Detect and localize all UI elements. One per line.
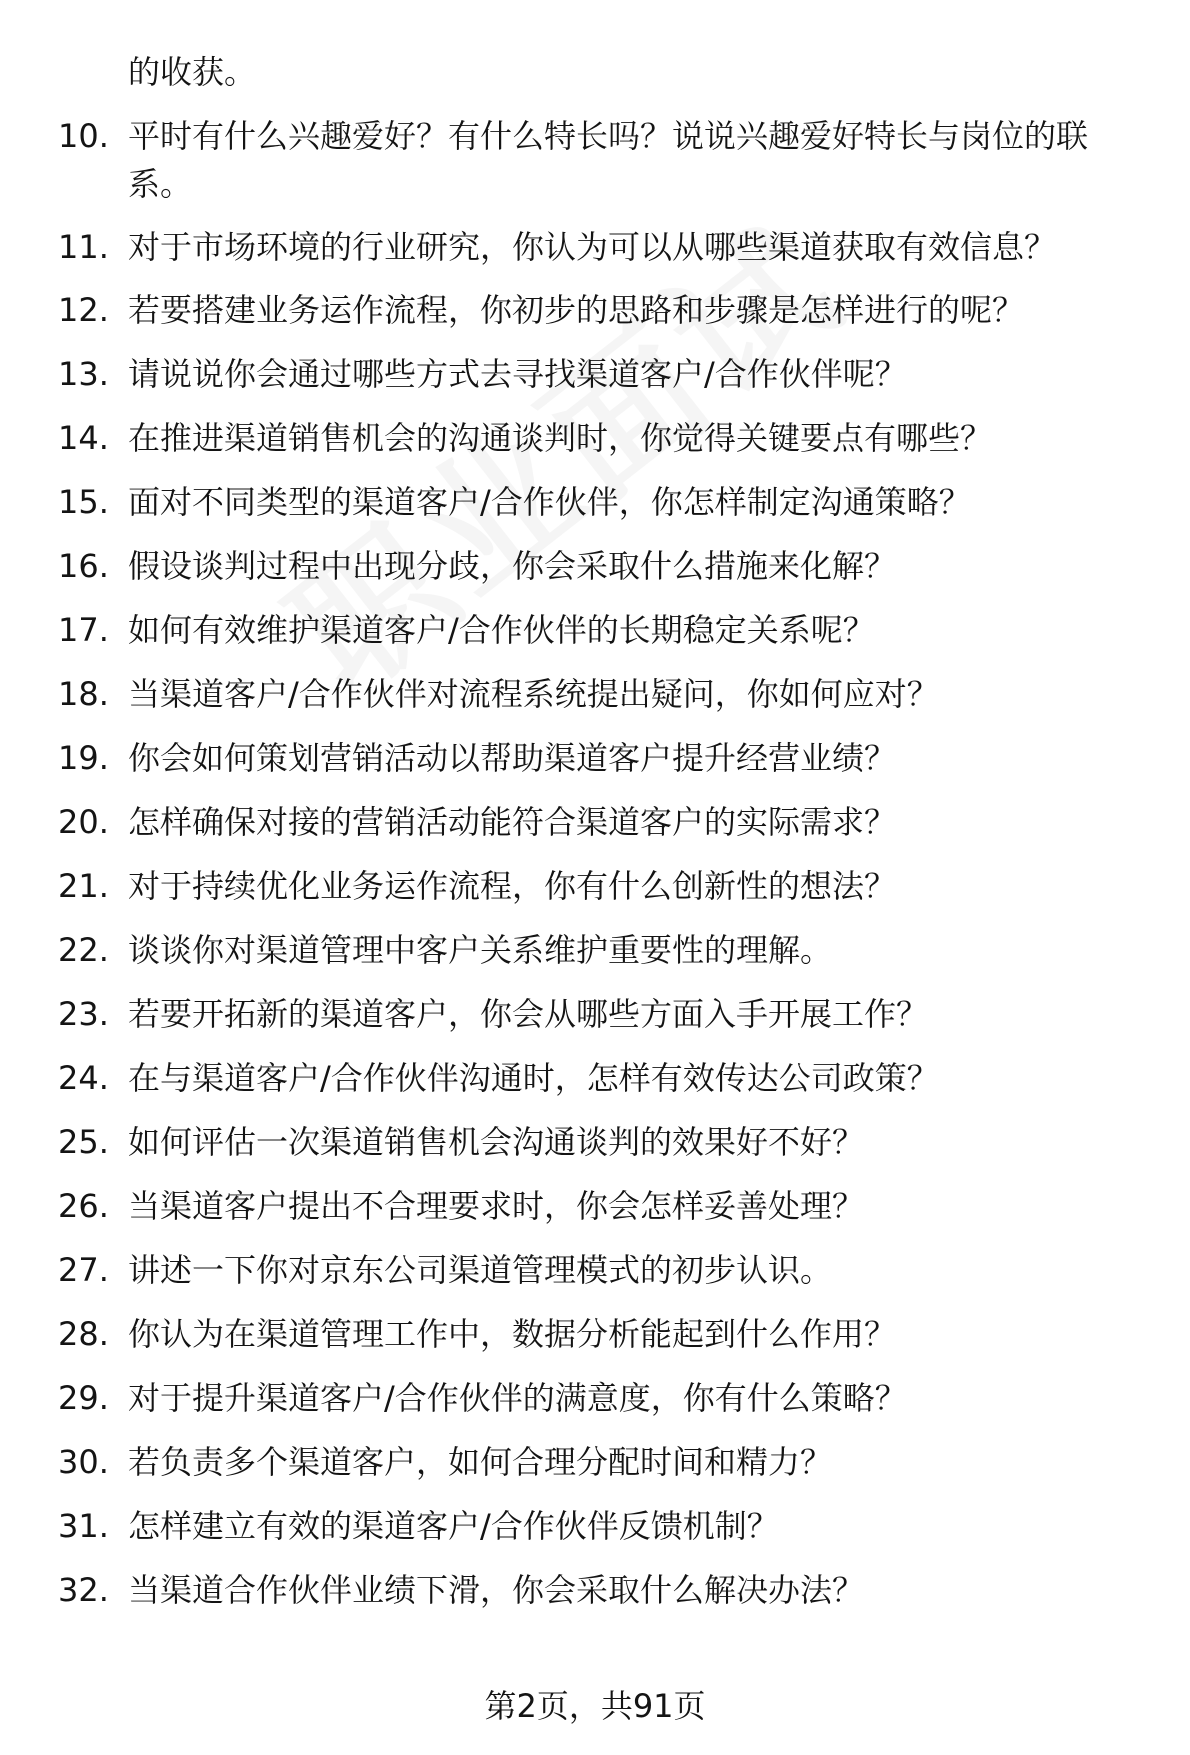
list-item: [0, 478, 1190, 526]
question-number: 11.: [58, 228, 109, 266]
list-item: [0, 1566, 1190, 1614]
question-number: 15.: [58, 483, 109, 521]
list-item: [0, 1246, 1190, 1294]
question-text: 谈谈你对渠道管理中客户关系维护重要性的理解。: [128, 931, 833, 969]
list-item: [0, 1054, 1190, 1102]
question-text: 当渠道合作伙伴业绩下滑，你会采取什么解决办法？: [128, 1571, 865, 1609]
question-number: 14.: [58, 419, 109, 457]
question-text: 怎样建立有效的渠道客户/合作伙伴反馈机制？: [128, 1507, 779, 1545]
question-number: 28.: [58, 1315, 109, 1353]
question-text: 如何评估一次渠道销售机会沟通谈判的效果好不好？: [128, 1123, 865, 1161]
question-number: 23.: [58, 995, 109, 1033]
list-item: [0, 1118, 1190, 1166]
list-item: [0, 798, 1190, 846]
question-number: 19.: [58, 739, 109, 777]
question-number: 30.: [58, 1443, 109, 1481]
list-item: [0, 670, 1190, 718]
list-item: [0, 350, 1190, 398]
question-number: 25.: [58, 1123, 109, 1161]
question-text: 平时有什么兴趣爱好？有什么特长吗？说说兴趣爱好特长与岗位的联系。: [128, 117, 1089, 203]
list-item: [0, 112, 1190, 208]
question-text: 请说说你会通过哪些方式去寻找渠道客户/合作伙伴呢？: [128, 355, 907, 393]
list-item: [0, 1182, 1190, 1230]
list-item: [0, 926, 1190, 974]
question-text: 你会如何策划营销活动以帮助渠道客户提升经营业绩？: [128, 739, 897, 777]
list-item: [0, 734, 1190, 782]
list-item: [0, 1374, 1190, 1422]
question-number: 26.: [58, 1187, 109, 1225]
question-number: 32.: [58, 1571, 109, 1609]
question-number: 18.: [58, 675, 109, 713]
list-item: [0, 223, 1190, 271]
list-item: [0, 1310, 1190, 1358]
question-list: [0, 112, 1190, 1630]
list-item: [0, 414, 1190, 462]
question-number: 24.: [58, 1059, 109, 1097]
question-number: 20.: [58, 803, 109, 841]
question-text: 若要开拓新的渠道客户，你会从哪些方面入手开展工作？: [128, 995, 929, 1033]
question-number: 13.: [58, 355, 109, 393]
question-number: 16.: [58, 547, 109, 585]
question-number: 29.: [58, 1379, 109, 1417]
question-number: 17.: [58, 611, 109, 649]
question-text: 当渠道客户/合作伙伴对流程系统提出疑问，你如何应对？: [128, 675, 939, 713]
list-item: [0, 542, 1190, 590]
list-item: [0, 606, 1190, 654]
question-text: 面对不同类型的渠道客户/合作伙伴，你怎样制定沟通策略？: [128, 483, 971, 521]
list-item: [0, 1438, 1190, 1486]
question-number: 22.: [58, 931, 109, 969]
question-text: 假设谈判过程中出现分歧，你会采取什么措施来化解？: [128, 547, 897, 585]
question-text: 对于持续优化业务运作流程，你有什么创新性的想法？: [128, 867, 897, 905]
list-item: [0, 862, 1190, 910]
question-text: 若要搭建业务运作流程，你初步的思路和步骤是怎样进行的呢？: [128, 291, 1025, 329]
question-number: 31.: [58, 1507, 109, 1545]
question-text: 对于提升渠道客户/合作伙伴的满意度，你有什么策略？: [128, 1379, 907, 1417]
list-item: [0, 1502, 1190, 1550]
page-footer: 第2页，共91页: [484, 1687, 706, 1725]
question-text: 如何有效维护渠道客户/合作伙伴的长期稳定关系呢？: [128, 611, 875, 649]
list-item: [0, 286, 1190, 334]
question-text: 若负责多个渠道客户，如何合理分配时间和精力？: [128, 1443, 833, 1481]
continuation-text: 的收获。: [128, 53, 257, 91]
question-number: 12.: [58, 291, 109, 329]
question-number: 21.: [58, 867, 109, 905]
question-text: 怎样确保对接的营销活动能符合渠道客户的实际需求？: [128, 803, 897, 841]
list-item: [0, 990, 1190, 1038]
question-text: 讲述一下你对京东公司渠道管理模式的初步认识。: [128, 1251, 833, 1289]
question-text: 在推进渠道销售机会的沟通谈判时，你觉得关键要点有哪些？: [128, 419, 993, 457]
question-number: 27.: [58, 1251, 109, 1289]
question-number: 10.: [58, 117, 109, 155]
question-text: 对于市场环境的行业研究，你认为可以从哪些渠道获取有效信息？: [128, 228, 1057, 266]
question-text: 在与渠道客户/合作伙伴沟通时，怎样有效传达公司政策？: [128, 1059, 939, 1097]
question-text: 当渠道客户提出不合理要求时，你会怎样妥善处理？: [128, 1187, 865, 1225]
question-text: 你认为在渠道管理工作中，数据分析能起到什么作用？: [128, 1315, 897, 1353]
